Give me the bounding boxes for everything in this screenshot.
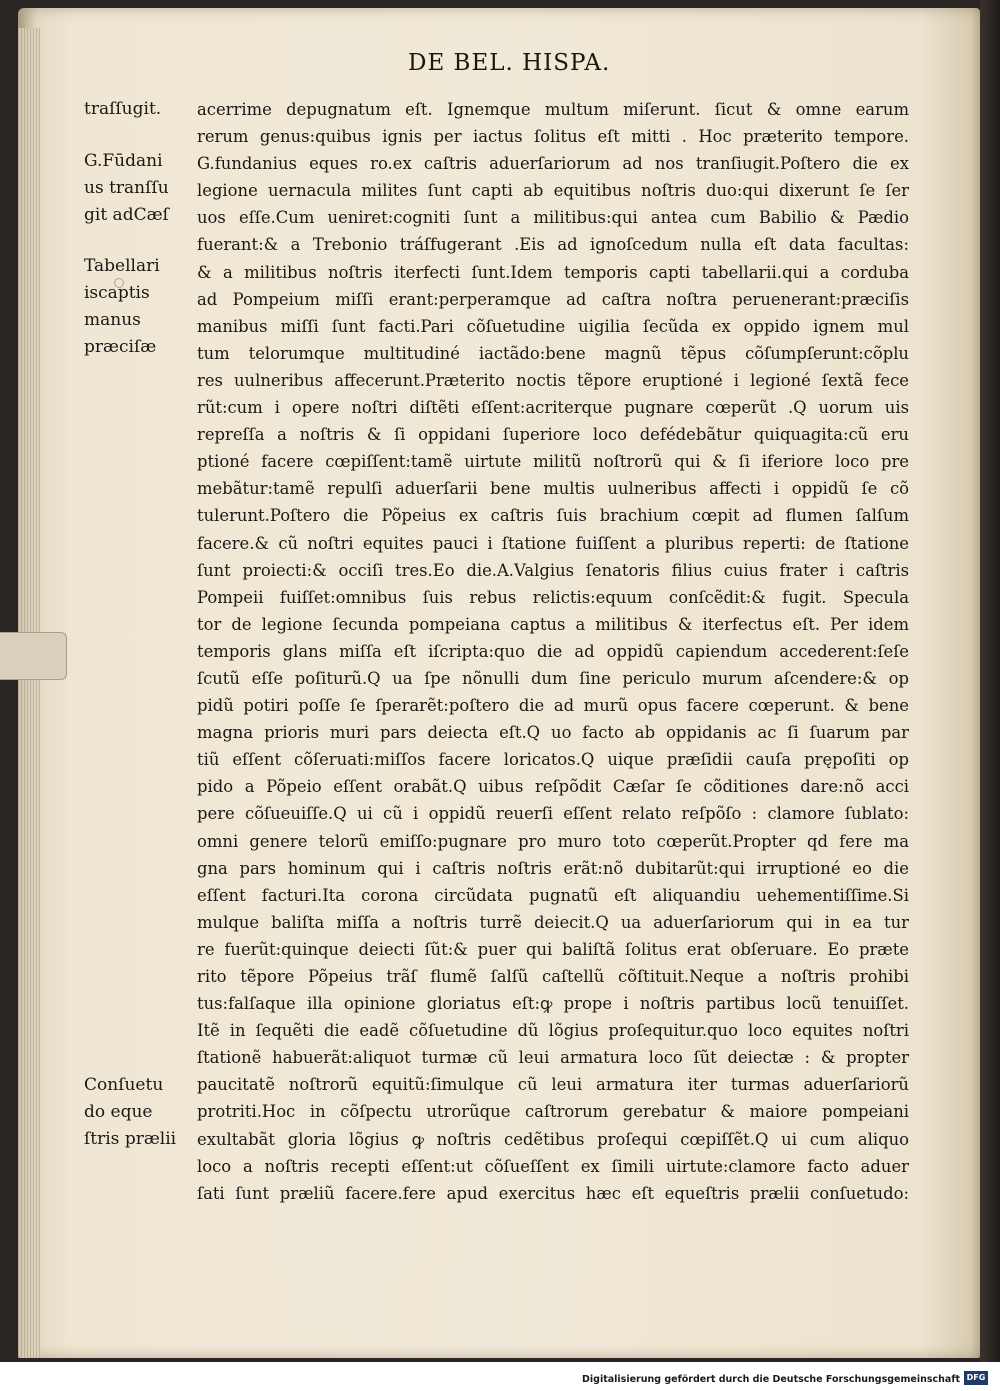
digitization-credit: Digitalisierung gefördert durch die Deutsche Forschungsgemeinschaft (582, 1374, 960, 1385)
marginal-line: do eque (84, 1102, 153, 1122)
marginal-line: G.Fūdani (84, 151, 163, 171)
book-binding-edge (980, 0, 1000, 1362)
marginal-line: Tabellari (84, 256, 160, 276)
text-line: protriti.Hoc in cõſpectu utrorũque caſtrorum gerebatur & maiore pompeiani (197, 1102, 909, 1122)
text-line: ptioné facere cœpiſſent:tamẽ uirtute militũ noſtrorũ qui & ſi iferiore loco pre (197, 452, 909, 472)
text-line: facere.& cũ noſtri equites pauci i ſtatione fuiſſent a pluribus reperti: de ſtatione (197, 533, 909, 553)
text-line: rũt:cum i opere noſtri diſtẽti eſſent:acriterque pugnare cœperũt .Q uorum uis (197, 398, 909, 418)
dfg-logo: DFG (964, 1371, 988, 1385)
text-line: paucitatẽ noſtrorũ equitũ:ſimulque cũ leui armatura iter turmas aduerſariorũ (197, 1075, 909, 1095)
marginal-note-1 (84, 96, 192, 123)
marginal-note-3 (84, 253, 192, 361)
text-line: eſſent facturi.Ita corona circũdata pugnatũ eſt aliquandiu uehementiſſime.Si (197, 885, 909, 905)
text-line: pido a Põpeio eſſent orabãt.Q uibus reſpõdit Cæſar ſe cõditiones dare:nõ acci (197, 777, 909, 797)
text-line: res uulneribus affecerunt.Præterito noctis tẽpore eruptioné i legioné ſextã fece (197, 370, 909, 390)
text-line: tulerunt.Poſtero die Põpeius ex caſtris ſuis brachium cœpit ad flumen ſalſum (197, 506, 909, 526)
main-text-block (197, 96, 909, 1207)
text-line: Itẽ in ſequẽti die eadẽ cõſuetudine dũ lõgius proſequitur.quo loco equites noſtri (197, 1021, 909, 1041)
text-line: repreſſa a noſtris & ſi oppidani ſuperiore loco defédebãtur quiquagita:cũ eru (197, 425, 909, 445)
text-line: tor de legione ſecunda pompeiana captus a militibus & iterfectus eſt. Per idem (197, 614, 909, 634)
text-line: legione uernacula milites ſunt capti ab equitibus noſtris duo:qui dixerunt ſe ſer (197, 181, 909, 201)
text-line: exultabãt gloria lõgius ꝙ noſtris cedẽtibus proſequi cœpiſſẽt.Q ui cum aliquo (197, 1129, 909, 1149)
text-line: rito tẽpore Põpeius trãſ flumẽ ſalſũ caſtellũ cõſtituit.Neque a noſtris prohibi (197, 967, 909, 986)
text-line: mebãtur:tamẽ repulſi aduerſarii bene multis uulneribus affecti i oppidũ ſe cõ (197, 479, 909, 499)
marginal-line: manus (84, 310, 141, 330)
text-line: G.fundanius eques ro.ex caſtris aduerſariorum ad nos tranſiugit.Poſtero die ex (197, 154, 909, 174)
marginal-line: traſſugit. (84, 99, 162, 119)
text-line: Pompeii fuiſſet:omnibus ſuis rebus relictis:equum conſcẽdit:& fugit. Specula (197, 587, 909, 607)
text-line: loco a noſtris recepti eſſent:ut cõſueſſent ex ſimili uirtute:clamore facto aduer (197, 1156, 909, 1176)
text-line: gna pars hominum qui i caſtris noſtris erãt:nõ dubitarũt:qui irruptioné eo die (197, 858, 909, 878)
marginal-line: ſtris prælii (84, 1129, 177, 1149)
text-line: rerum genus:quibus ignis per iactus ſolitus eſt mitti . Hoc præterito tempore. (197, 127, 909, 147)
page-fore-edge (18, 28, 40, 1358)
text-line: fuerant:& a Trebonio tráſfugerant .Eis ad ignoſcedum nulla eſt data facultas: (197, 235, 909, 255)
text-line: ſtationẽ habuerãt:aliquot turmæ cũ leui armatura loco ſũt deiectæ : & propter (197, 1048, 909, 1068)
marginal-line: iscaptis (84, 283, 150, 303)
text-line: pidũ potiri poſſe ſe ſperarẽt:poſtero die ad murũ opus facere cœperunt. & bene (197, 696, 909, 716)
text-line: re fuerũt:quinque deiecti ſũt:& puer qui baliſtã ſolitus erat obſeruare. Eo præte (197, 939, 909, 959)
running-head: DE BEL. HISPA. (408, 50, 611, 76)
text-line: uos eſſe.Cum ueniret:cogniti ſunt a militibus:qui antea cum Babilio & Pædio (197, 208, 909, 228)
text-line: temporis glans miſſa eſt iſcripta:quo die ad oppidũ capiendum accederent:ſeſe (197, 641, 909, 661)
text-line: ad Pompeium miſſi erant:perperamque ad caſtra noſtra peruenerant:præciſis (197, 289, 909, 309)
marginal-line: git adCæſ (84, 205, 169, 225)
text-line: tiũ eſſent cõſeruati:miſſos facere loricatos.Q uique præſidii cauſa prępoſiti op (197, 750, 909, 770)
marginal-note-4 (84, 1072, 192, 1153)
marginal-line: us tranſſu (84, 178, 169, 198)
page-marker-tab (0, 632, 67, 680)
text-line: omni genere telorũ emiſſo:pugnare pro muro toto cœperũt.Propter qd fere ma (197, 831, 909, 851)
text-line: ſati ſunt præliũ facere.fere apud exercitus hæc eſt equeſtris prælii conſuetudo: (197, 1183, 909, 1203)
text-line: & a militibus noſtris iterfecti ſunt.Idem temporis capti tabellarii.qui a corduba (197, 262, 909, 282)
text-line: magna prioris muri pars deiecta eſt.Q uo facto ab oppidanis ac ſi ſuarum par (197, 723, 909, 743)
marginal-line: Conſuetu (84, 1075, 164, 1095)
text-line: acerrime depugnatum eſt. Ignemque multum miſerunt. ſicut & omne earum (197, 100, 909, 119)
marginal-line: præciſæ (84, 337, 157, 357)
text-line: tus:falſaque illa opinione gloriatus eſt:ꝙ prope i noſtris partibus locũ tenuiſſet. (197, 994, 909, 1014)
text-line: mulque baliſta miſſa a noſtris turrẽ deiecit.Q ua aduerſariorum qui in ea tur (197, 912, 909, 932)
marginal-note-2 (84, 148, 192, 229)
text-line: ſunt proiecti:& occiſi tres.Eo die.A.Valgius ſenatoris filius cuius frater i caſtris (197, 560, 909, 580)
text-line: pere cõſueuiſſe.Q ui cũ i oppidũ reuerſi eſſent relato reſpõſo : clamore ſublato: (197, 804, 909, 824)
text-line: tum telorumque multitudiné iactãdo:bene magnũ tẽpus cõſumpſerunt:cõplu (197, 343, 909, 363)
text-line: ſcutũ eſſe poſiturũ.Q ua ſpe nõnulli dum ſine periculo murum aſcendere:& op (197, 668, 909, 688)
text-line: manibus miſſi ſunt facti.Pari cõſuetudine uigilia ſecũda ex oppido ignem mul (197, 316, 909, 336)
